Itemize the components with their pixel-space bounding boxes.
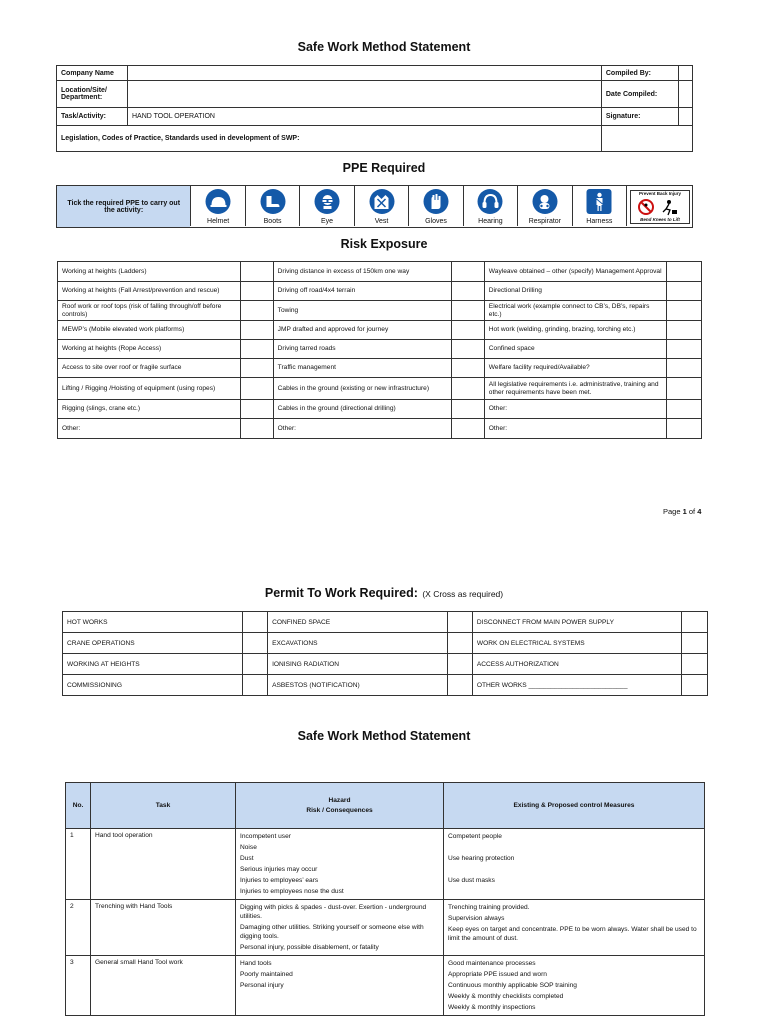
risk-item-label: Rigging (slings, crane etc.) (58, 400, 241, 419)
hazard-item: Noise (240, 844, 257, 851)
risk-item-label: Hot work (welding, grinding, brazing, torching etc.) (484, 321, 666, 340)
ppe-label: Gloves (425, 218, 447, 225)
risk-item-label: Lifting / Rigging /Hoisting of equipment (using ropes) (58, 378, 241, 400)
ppe-vest[interactable] (354, 186, 408, 226)
swms-row (66, 956, 705, 1016)
risk-item-label: Driving tarred roads (273, 340, 452, 359)
permit-checkbox[interactable] (448, 654, 473, 675)
swms-task: General small Hand Tool work (91, 956, 236, 1016)
risk-row (58, 321, 702, 340)
ppe-instruction: Tick the required PPE to carry out the activity: (57, 186, 190, 227)
risk-checkbox[interactable] (452, 359, 484, 378)
hazard-item: Personal injury (240, 982, 284, 989)
header-form (56, 65, 693, 152)
swms-row (66, 900, 705, 956)
risk-item-label: Wayleave obtained – other (specify) Management Approval (484, 262, 666, 282)
hazard-item: Digging with picks & spades - dust-over. Exertion - underground utilities. (240, 904, 427, 920)
permit-checkbox[interactable] (243, 675, 268, 696)
risk-checkbox[interactable] (666, 321, 701, 340)
permit-item-label: EXCAVATIONS (268, 633, 448, 654)
compiled-by-label: Compiled By: (601, 66, 678, 81)
risk-row (58, 282, 702, 301)
respirator-icon (532, 189, 557, 214)
risk-checkbox[interactable] (241, 419, 273, 439)
ppe-eye[interactable] (299, 186, 353, 226)
risk-checkbox[interactable] (666, 282, 701, 301)
eye-protection-icon (315, 189, 340, 214)
risk-row (58, 340, 702, 359)
control-item (448, 843, 700, 852)
ppe-hearing[interactable] (463, 186, 517, 226)
risk-checkbox[interactable] (666, 419, 701, 439)
helmet-icon (206, 189, 231, 214)
risk-checkbox[interactable] (452, 282, 484, 301)
risk-checkbox[interactable] (452, 378, 484, 400)
hazard-item: Incompetent user (240, 833, 291, 840)
swms-row-number: 2 (66, 900, 91, 956)
hazard-item: Dust (240, 855, 254, 862)
permit-checkbox[interactable] (682, 675, 708, 696)
risk-item-label: Other: (484, 400, 666, 419)
permit-checkbox[interactable] (243, 633, 268, 654)
hazard-item: Poorly maintained (240, 971, 293, 978)
control-item: Weekly & monthly inspections (448, 1004, 536, 1011)
risk-item-label: Driving distance in excess of 150km one way (273, 262, 452, 282)
risk-checkbox[interactable] (452, 400, 484, 419)
ppe-respirator[interactable] (517, 186, 571, 226)
risk-item-label: JMP drafted and approved for journey (273, 321, 452, 340)
ppe-label: Vest (374, 218, 389, 225)
permit-item-label: ASBESTOS (NOTIFICATION) (268, 675, 448, 696)
permit-checkbox[interactable] (448, 633, 473, 654)
swms-controls (444, 829, 705, 900)
permit-checkbox[interactable] (682, 633, 708, 654)
col-no-header: No. (66, 783, 91, 829)
risk-checkbox[interactable] (241, 378, 273, 400)
risk-item-label: Working at heights (Fall Arrest/prevention and rescue) (58, 282, 241, 301)
risk-checkbox[interactable] (452, 262, 484, 282)
company-name-label: Company Name (57, 66, 128, 81)
swms-row-number: 1 (66, 829, 91, 900)
permit-row (63, 633, 708, 654)
ppe-helmet[interactable] (190, 186, 244, 226)
col-controls-header: Existing & Proposed control Measures (444, 783, 705, 829)
hazard-item: Hand tools (240, 960, 272, 967)
ppe-label: Eye (321, 218, 334, 225)
risk-item-label: Driving off road/4x4 terrain (273, 282, 452, 301)
risk-checkbox[interactable] (241, 359, 273, 378)
risk-checkbox[interactable] (666, 262, 701, 282)
risk-item-label: Towing (273, 301, 452, 321)
risk-item-label: Cables in the ground (existing or new infrastructure) (273, 378, 452, 400)
total-pages: 4 (697, 507, 702, 516)
compiled-by-field[interactable] (678, 66, 692, 81)
date-compiled-field[interactable] (678, 81, 692, 108)
permit-checkbox[interactable] (448, 675, 473, 696)
location-field[interactable] (128, 81, 602, 108)
risk-checkbox[interactable] (452, 321, 484, 340)
ppe-back-injury-sign[interactable] (626, 186, 692, 226)
ppe-label: Harness (586, 218, 613, 225)
risk-row (58, 262, 702, 282)
risk-item-label: Roof work or roof tops (risk of falling through/off before controls) (58, 301, 241, 321)
boots-icon (260, 189, 285, 214)
risk-row (58, 301, 702, 321)
swms-task: Hand tool operation (91, 829, 236, 900)
ppe-harness[interactable] (572, 186, 626, 226)
risk-checkbox[interactable] (666, 378, 701, 400)
permit-row (63, 654, 708, 675)
ppe-panel (56, 185, 693, 228)
permit-row (63, 675, 708, 696)
swms-hazards (236, 956, 444, 1016)
permit-table (62, 611, 708, 696)
risk-checkbox[interactable] (452, 419, 484, 439)
permit-item-label: HOT WORKS (63, 612, 243, 633)
permit-checkbox[interactable] (682, 654, 708, 675)
document-title: Safe Work Method Statement (297, 40, 471, 54)
swms-row (66, 829, 705, 900)
signature-label: Signature: (601, 108, 678, 126)
control-item: Keep eyes on target and concentrate. PPE to be worn always. Water shall be used to limit the amount of dust. (448, 926, 697, 942)
back-sign-bottom-text: Bend Knees to Lift (640, 217, 680, 222)
company-name-field[interactable] (128, 66, 602, 81)
control-item (448, 865, 700, 874)
risk-item-label: Access to site over roof or fragile surface (58, 359, 241, 378)
risk-checkbox[interactable] (241, 301, 273, 321)
permit-checkbox[interactable] (243, 612, 268, 633)
risk-row (58, 419, 702, 439)
ppe-title: PPE Required (342, 161, 426, 175)
risk-checkbox[interactable] (241, 262, 273, 282)
swms-title: Safe Work Method Statement (297, 729, 471, 743)
risk-checkbox[interactable] (666, 301, 701, 321)
risk-checkbox[interactable] (452, 301, 484, 321)
legislation-field[interactable] (601, 126, 692, 152)
signature-field[interactable] (678, 108, 692, 126)
risk-checkbox[interactable] (666, 400, 701, 419)
permit-checkbox[interactable] (682, 612, 708, 633)
page-number: Page 1 of 4 (663, 507, 702, 516)
risk-item-label: Working at heights (Ladders) (58, 262, 241, 282)
risk-checkbox[interactable] (241, 340, 273, 359)
control-item: Supervision always (448, 915, 505, 922)
risk-item-label: MEWP’s (Mobile elevated work platforms) (58, 321, 241, 340)
permit-checkbox[interactable] (448, 612, 473, 633)
swms-controls (444, 956, 705, 1016)
swms-hazards (236, 900, 444, 956)
control-item: Competent people (448, 833, 502, 840)
permit-item-label: WORK ON ELECTRICAL SYSTEMS (472, 633, 681, 654)
risk-item-label: Other: (273, 419, 452, 439)
back-injury-sign (630, 190, 690, 224)
permit-item-label: WORKING AT HEIGHTS (63, 654, 243, 675)
control-item: Trenching training provided. (448, 904, 530, 911)
date-compiled-label: Date Compiled: (601, 81, 678, 108)
risk-exposure-table (57, 261, 702, 439)
col-task-header: Task (91, 783, 236, 829)
control-item: Continuous monthly applicable SOP training (448, 982, 577, 989)
risk-checkbox[interactable] (241, 321, 273, 340)
swms-header-row (66, 783, 705, 829)
control-item: Good maintenance processes (448, 960, 536, 967)
ppe-label: Respirator (528, 218, 562, 225)
current-page: 1 (682, 507, 687, 516)
risk-row (58, 359, 702, 378)
swms-hazards (236, 829, 444, 900)
risk-item-label: Traffic management (273, 359, 452, 378)
risk-row (58, 378, 702, 400)
risk-checkbox[interactable] (666, 359, 701, 378)
risk-title: Risk Exposure (340, 237, 428, 251)
control-item: Use dust masks (448, 877, 495, 884)
risk-item-label: Welfare facility required/Available? (484, 359, 666, 378)
permit-title: Permit To Work Required: (264, 586, 418, 600)
risk-item-label: Other: (484, 419, 666, 439)
risk-checkbox[interactable] (241, 282, 273, 301)
control-item: Use hearing protection (448, 855, 515, 862)
risk-item-label: Electrical work (example connect to CB’s, DB’s, repairs etc.) (484, 301, 666, 321)
back-sign-top-text: Prevent Back Injury (639, 191, 682, 196)
hazard-item: Injuries to employees nose the dust (240, 888, 344, 895)
ppe-gloves[interactable] (408, 186, 462, 226)
permit-item-label: ACCESS AUTHORIZATION (472, 654, 681, 675)
no-bending-icon (636, 198, 684, 216)
hazard-item: Injuries to employees’ ears (240, 877, 319, 884)
swms-controls (444, 900, 705, 956)
swms-row-number: 3 (66, 956, 91, 1016)
col-hazard-header: Hazard Risk / Consequences (236, 783, 444, 829)
ppe-label: Helmet (207, 218, 230, 225)
risk-item-label: Confined space (484, 340, 666, 359)
hazard-item: Serious injuries may occur (240, 866, 318, 873)
risk-checkbox[interactable] (452, 340, 484, 359)
task-activity-label: Task/Activity: (57, 108, 128, 126)
risk-checkbox[interactable] (241, 400, 273, 419)
risk-checkbox[interactable] (666, 340, 701, 359)
task-activity-field[interactable]: HAND TOOL OPERATION (128, 108, 602, 126)
swms-table (65, 782, 705, 1016)
risk-item-label: Working at heights (Rope Access) (58, 340, 241, 359)
gloves-icon (423, 189, 448, 214)
harness-icon (587, 189, 612, 214)
risk-item-label: All legislative requirements i.e. administrative, training and other requirements have been met. (484, 378, 666, 400)
swms-task: Trenching with Hand Tools (91, 900, 236, 956)
permit-item-label: OTHER WORKS ___________________________ (472, 675, 681, 696)
ppe-label: Boots (263, 218, 282, 225)
permit-item-label: DISCONNECT FROM MAIN POWER SUPPLY (472, 612, 681, 633)
permit-heading (0, 584, 768, 602)
permit-item-label: CONFINED SPACE (268, 612, 448, 633)
risk-row (58, 400, 702, 419)
hazard-item: Damaging other utilities. Striking yourself or someone else with digging tools. (240, 924, 424, 940)
risk-item-label: Directional Drilling (484, 282, 666, 301)
permit-item-label: IONISING RADIATION (268, 654, 448, 675)
permit-row (63, 612, 708, 633)
permit-subtitle: (X Cross as required) (422, 589, 504, 599)
hearing-protection-icon (478, 189, 503, 214)
hazard-item: Personal injury, possible disablement, or fatality (240, 944, 379, 951)
control-item: Weekly & monthly checklists completed (448, 993, 564, 1000)
vest-icon (369, 189, 394, 214)
ppe-boots[interactable] (245, 186, 299, 226)
risk-item-label: Cables in the ground (directional drilling) (273, 400, 452, 419)
ppe-label: Hearing (478, 218, 503, 225)
risk-item-label: Other: (58, 419, 241, 439)
permit-checkbox[interactable] (243, 654, 268, 675)
permit-item-label: COMMISSIONING (63, 675, 243, 696)
permit-item-label: CRANE OPERATIONS (63, 633, 243, 654)
location-label: Location/Site/ Department: (57, 81, 128, 108)
legislation-label: Legislation, Codes of Practice, Standards used in development of SWP: (57, 126, 602, 152)
control-item: Appropriate PPE issued and worn (448, 971, 547, 978)
